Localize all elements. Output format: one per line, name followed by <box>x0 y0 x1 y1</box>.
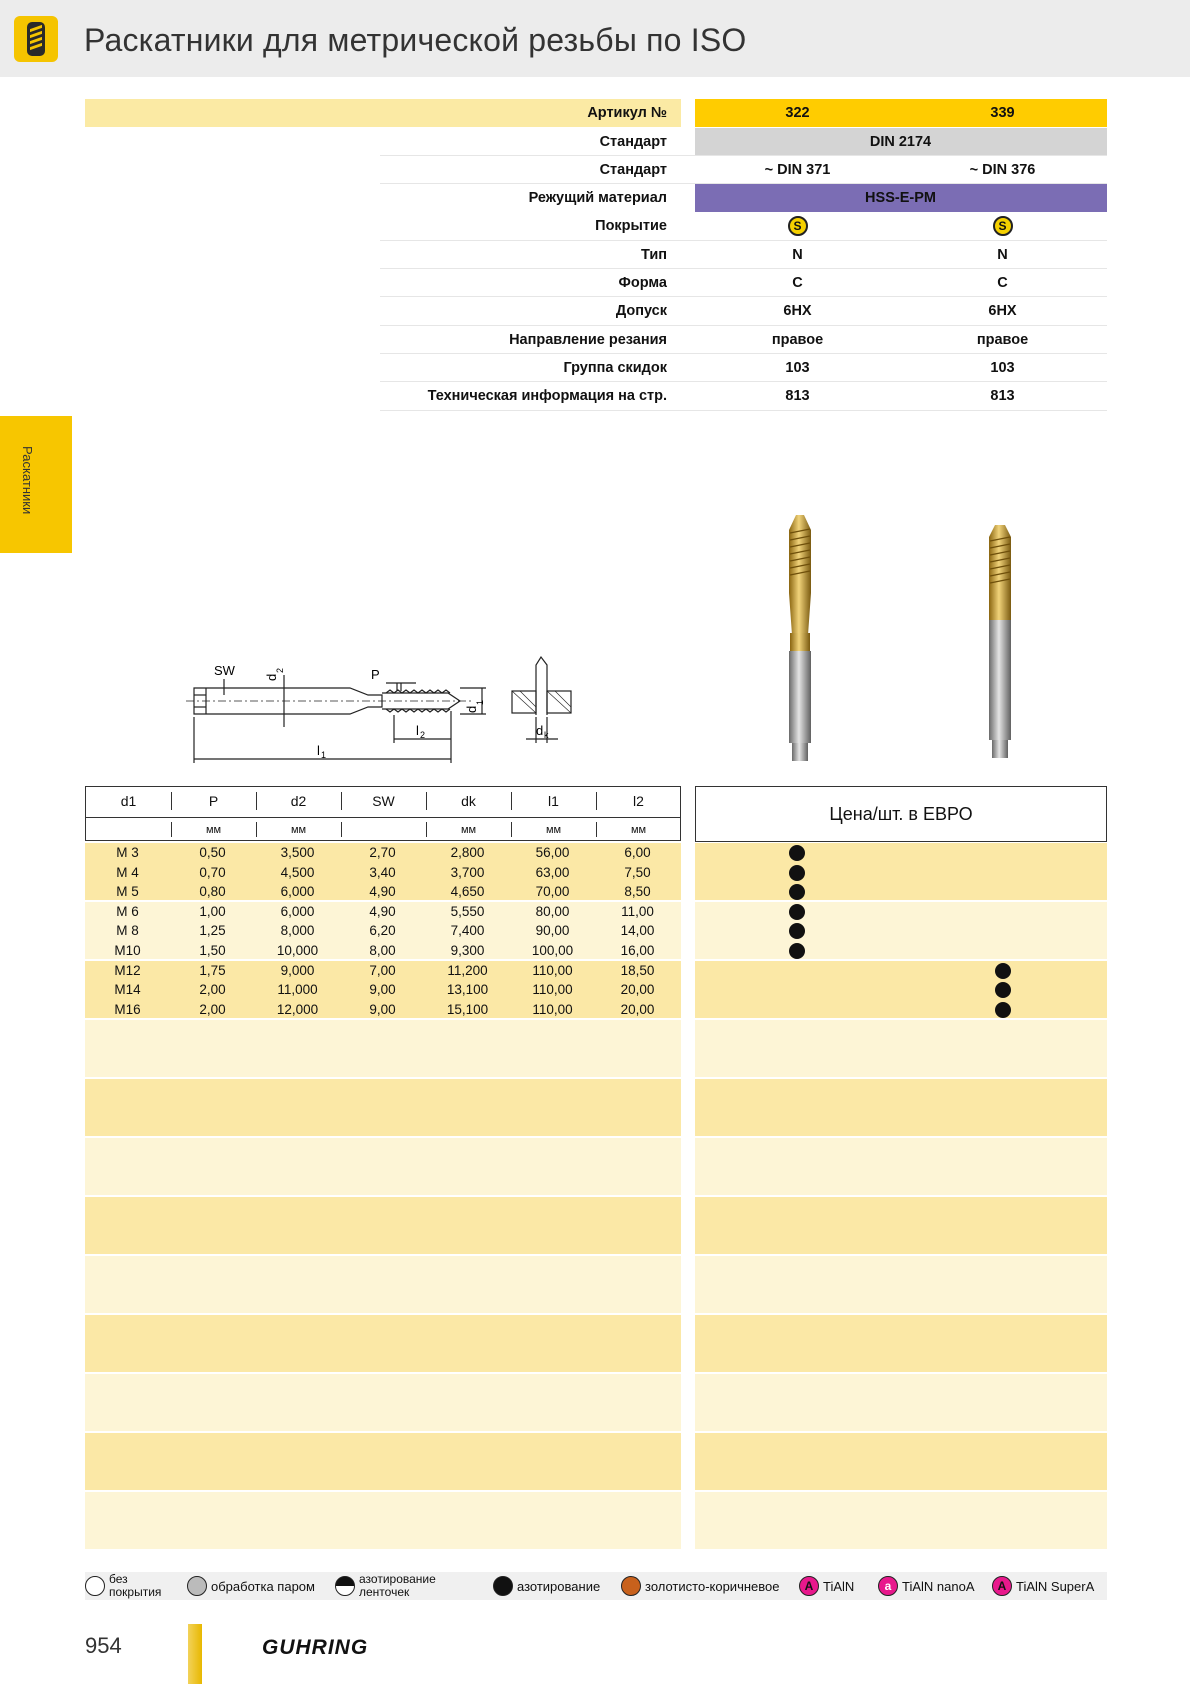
drawing-label-d2-sub: 2 <box>275 667 285 673</box>
price-header <box>695 786 1107 842</box>
table-cell: 6,000 <box>280 884 315 900</box>
material-value: HSS-E-PM <box>865 190 936 206</box>
table-cell: 70,00 <box>535 884 570 900</box>
table-cell: 2,00 <box>199 982 226 998</box>
availability-dot <box>789 865 805 881</box>
table-band <box>85 1079 681 1136</box>
col-sep <box>596 792 597 810</box>
col-sep <box>426 822 427 837</box>
uncoated-icon <box>85 1576 105 1596</box>
side-tab <box>0 416 72 553</box>
table-band <box>85 1197 681 1254</box>
table-cell: 11,200 <box>447 962 488 978</box>
table-cell: M 3 <box>116 845 139 860</box>
legend-item <box>85 1572 175 1600</box>
table-cell: 10,000 <box>276 943 319 958</box>
availability-dot <box>789 845 805 861</box>
col-sep <box>596 822 597 837</box>
table-cell: 8,000 <box>280 923 315 939</box>
table-cell: 1,75 <box>199 962 226 978</box>
tool-image-339 <box>955 525 1055 775</box>
spec-label-material: Режущий материал <box>528 190 667 206</box>
table-cell: 8,00 <box>369 943 396 958</box>
legend-label: обработка паром <box>211 1578 315 1594</box>
unit-l2: мм <box>630 824 647 836</box>
spec-label-coating: Покрытие <box>595 218 667 234</box>
drawing-label-sw: SW <box>214 663 235 678</box>
legend-item <box>187 1572 315 1600</box>
steam-treated-icon <box>187 1576 207 1596</box>
direction-322: правое <box>771 332 824 348</box>
drawing-label-p: P <box>371 667 380 682</box>
legend-label: TiAlN SuperA <box>1016 1578 1095 1594</box>
spec-label-article: Артикул № <box>587 105 667 121</box>
col-header-dk: dk <box>461 793 476 809</box>
col-sep <box>426 792 427 810</box>
tolerance-322: 6HX <box>783 303 812 319</box>
price-band <box>695 1433 1107 1490</box>
tech-info-322: 813 <box>785 388 810 404</box>
steam-coating-icon: S <box>993 216 1013 236</box>
drawing-label-l2-sub: 2 <box>420 730 426 740</box>
col-sep <box>171 822 172 837</box>
table-cell: 110,00 <box>532 1001 573 1017</box>
legend-label: азотирование <box>517 1578 601 1594</box>
legend-item <box>992 1572 1094 1600</box>
unit-p: мм <box>205 824 222 836</box>
thread-former-icon <box>14 16 58 62</box>
table-cell: 56,00 <box>535 845 570 860</box>
table-cell: M 6 <box>116 903 139 919</box>
table-cell: 5,550 <box>450 903 485 919</box>
table-band <box>85 1492 681 1549</box>
table-cell: 3,500 <box>280 845 315 860</box>
legend-label: азотирование ленточек <box>359 1572 436 1599</box>
table-cell: 4,650 <box>450 884 485 900</box>
price-band <box>695 1374 1107 1431</box>
legend-label: TiAlN <box>823 1578 855 1594</box>
legend-label: TiAlN nanoA <box>902 1578 975 1594</box>
price-band <box>695 961 1107 1018</box>
drawing-label-dk: d <box>536 723 544 738</box>
col-header-l2: l2 <box>633 793 644 809</box>
table-cell: 3,40 <box>369 864 396 880</box>
legend-item <box>493 1572 600 1600</box>
table-cell: 20,00 <box>620 1001 655 1017</box>
table-cell: 2,00 <box>199 1001 226 1017</box>
table-cell: M 4 <box>116 864 139 880</box>
table-cell: 0,70 <box>199 864 226 880</box>
table-cell: 4,90 <box>369 903 396 919</box>
price-band <box>695 1256 1107 1313</box>
discount-322: 103 <box>785 360 810 376</box>
availability-dot <box>789 943 805 959</box>
table-cell: 4,90 <box>369 884 396 900</box>
price-header-label: Цена/шт. в ЕВРО <box>829 804 973 824</box>
table-cell: 1,25 <box>199 923 226 939</box>
standard-value: DIN 2174 <box>869 134 932 150</box>
footer-accent-bar <box>188 1624 202 1684</box>
tool-image-322 <box>750 515 850 775</box>
unit-dk: мм <box>460 824 477 836</box>
table-band <box>85 1020 681 1077</box>
table-cell: M12 <box>114 962 141 978</box>
tialn-nanoa-icon: a <box>878 1576 898 1596</box>
coating-legend <box>85 1572 1107 1600</box>
spec-label-type: Тип <box>641 247 667 263</box>
tolerance-339: 6HX <box>988 303 1017 319</box>
coating-322 <box>695 212 900 240</box>
form-339: C <box>997 275 1008 291</box>
table-cell: 13,100 <box>446 982 489 998</box>
drawing-label-d1: d <box>464 705 479 713</box>
table-cell: 63,00 <box>535 864 570 880</box>
table-cell: 2,70 <box>369 845 396 860</box>
dimension-table-header <box>85 786 681 841</box>
availability-dot <box>995 963 1011 979</box>
col-header-d2: d2 <box>290 793 307 809</box>
article-339: 339 <box>990 105 1015 121</box>
col-header-sw: SW <box>372 793 395 809</box>
col-header-p: P <box>208 793 219 809</box>
table-cell: 11,00 <box>621 903 654 919</box>
table-cell: 11,000 <box>277 982 318 998</box>
side-tab-label: Раскатники <box>20 446 35 515</box>
table-cell: 12,000 <box>276 1001 319 1017</box>
col-sep <box>256 792 257 810</box>
table-cell: 6,20 <box>369 923 396 939</box>
table-cell: 16,00 <box>620 943 655 958</box>
type-322: N <box>792 247 803 263</box>
table-band <box>85 1433 681 1490</box>
col-sep <box>511 792 512 810</box>
spec-label-form: Форма <box>618 275 667 291</box>
availability-dot <box>995 1002 1011 1018</box>
form-322: C <box>792 275 803 291</box>
brand-logo: GUHRING <box>262 1636 369 1659</box>
table-cell: 18,50 <box>620 962 655 978</box>
price-band <box>695 1020 1107 1077</box>
discount-339: 103 <box>990 360 1015 376</box>
col-sep <box>256 822 257 837</box>
table-cell: M16 <box>114 1001 141 1017</box>
col-sep <box>341 822 342 837</box>
table-band <box>85 1138 681 1195</box>
article-322: 322 <box>785 105 810 121</box>
tech-info-339: 813 <box>990 388 1015 404</box>
table-cell: 9,00 <box>369 982 396 998</box>
legend-item <box>335 1572 459 1600</box>
legend-label: золотисто-коричневое <box>645 1578 780 1594</box>
table-cell: 110,00 <box>532 982 573 998</box>
standard-322: ~ DIN 371 <box>764 162 831 178</box>
spec-label-tolerance: Допуск <box>615 303 667 319</box>
technical-drawing <box>180 655 590 775</box>
table-band <box>85 1315 681 1372</box>
spec-label-standard: Стандарт <box>599 134 667 150</box>
coating-339 <box>900 212 1105 240</box>
type-339: N <box>997 247 1008 263</box>
drawing-label-l2: l <box>416 723 419 738</box>
table-cell: 8,50 <box>624 884 651 900</box>
strip-nitrided-icon <box>335 1576 355 1596</box>
price-band <box>695 1492 1107 1549</box>
unit-d2: мм <box>290 824 307 836</box>
price-band <box>695 1079 1107 1136</box>
spec-divider <box>380 410 1107 411</box>
page-title: Раскатники для метрической резьбы по ISO <box>84 22 747 58</box>
spec-label-discount: Группа скидок <box>563 360 667 376</box>
table-cell: 80,00 <box>535 903 570 919</box>
table-cell: 7,50 <box>624 864 651 880</box>
tialn-supera-icon: A <box>992 1576 1012 1596</box>
table-cell: 15,100 <box>446 1001 489 1017</box>
table-cell: 9,00 <box>369 1001 396 1017</box>
unit-l1: мм <box>545 824 562 836</box>
table-cell: 2,800 <box>450 845 485 860</box>
drawing-label-l1: l <box>317 743 320 758</box>
legend-label: без покрытия <box>109 1572 162 1599</box>
table-cell: 100,00 <box>531 943 574 958</box>
col-sep <box>511 822 512 837</box>
table-cell: 7,400 <box>450 923 485 939</box>
steam-coating-icon: S <box>788 216 808 236</box>
legend-item <box>878 1572 975 1600</box>
spec-label-direction: Направление резания <box>509 332 667 348</box>
table-cell: 6,00 <box>624 845 651 860</box>
spec-label-tech-info: Техническая информация на стр. <box>427 388 667 404</box>
price-band <box>695 1138 1107 1195</box>
legend-item <box>621 1572 779 1600</box>
tialn-icon: A <box>799 1576 819 1596</box>
table-band <box>85 1256 681 1313</box>
gold-brown-icon <box>621 1576 641 1596</box>
availability-dot <box>789 904 805 920</box>
header-divider <box>86 817 680 818</box>
table-cell: 1,00 <box>199 903 226 919</box>
standard-339: ~ DIN 376 <box>969 162 1036 178</box>
table-cell: 7,00 <box>369 962 396 978</box>
col-sep <box>341 792 342 810</box>
nitrided-icon <box>493 1576 513 1596</box>
drawing-label-d2: d <box>264 673 279 681</box>
drawing-label-d1-sub: 1 <box>475 699 485 705</box>
table-cell: M10 <box>114 943 141 958</box>
table-cell: 9,300 <box>450 943 485 958</box>
table-cell: M14 <box>114 982 141 998</box>
table-cell: 14,00 <box>620 923 655 939</box>
col-sep <box>171 792 172 810</box>
table-cell: 6,000 <box>280 903 315 919</box>
drawing-label-l1-sub: 1 <box>321 750 327 760</box>
table-cell: 0,50 <box>199 845 226 860</box>
table-cell: 4,500 <box>280 864 315 880</box>
table-cell: 0,80 <box>199 884 226 900</box>
col-header-l1: l1 <box>548 793 559 809</box>
spec-label-standard-2: Стандарт <box>599 162 667 178</box>
page-number: 954 <box>85 1633 122 1658</box>
col-header-d1: d1 <box>120 793 137 809</box>
table-cell: 90,00 <box>535 923 570 939</box>
price-band <box>695 1315 1107 1372</box>
table-cell: M 8 <box>116 923 139 939</box>
table-cell: 9,000 <box>280 962 315 978</box>
price-band <box>695 843 1107 900</box>
direction-339: правое <box>976 332 1029 348</box>
table-band <box>85 1374 681 1431</box>
table-cell: 110,00 <box>532 962 573 978</box>
table-cell: 20,00 <box>620 982 655 998</box>
legend-item <box>799 1572 854 1600</box>
table-cell: 3,700 <box>450 864 485 880</box>
table-cell: M 5 <box>116 884 139 900</box>
price-band <box>695 902 1107 959</box>
drawing-label-dk-sub: k <box>544 730 549 740</box>
table-cell: 1,50 <box>199 943 226 958</box>
price-band <box>695 1197 1107 1254</box>
